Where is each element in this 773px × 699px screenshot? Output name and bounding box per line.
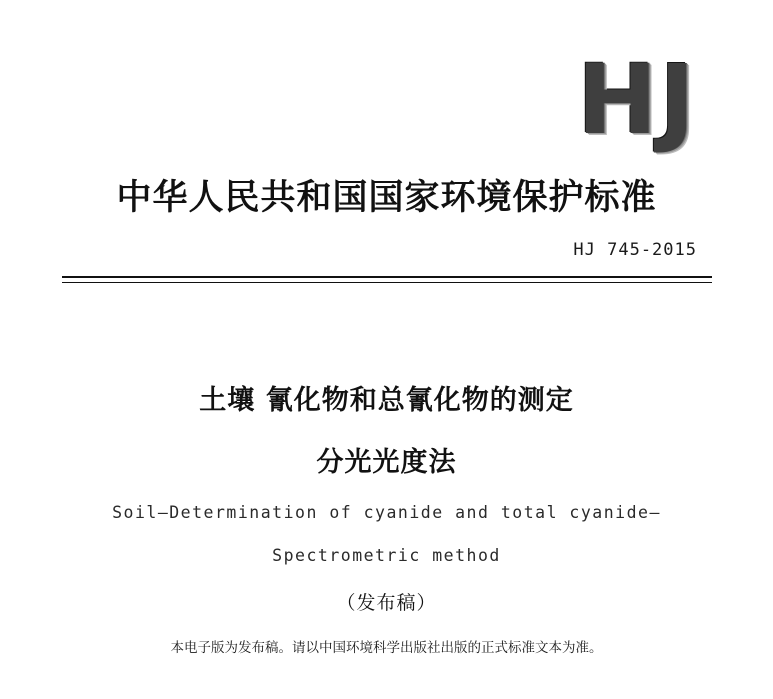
header-rule-thin [62,282,712,283]
release-tag: （发布稿） [336,592,437,614]
hj-logo-wrap [576,44,697,156]
document-title-en-line2: Spectrometric method [272,546,501,565]
header-rule-thick [62,276,712,278]
standard-number: HJ 745-2015 [573,240,697,260]
document-title-en-line1: Soil—Determination of cyanide and total cyanide— [112,503,661,522]
hj-logo: HJ [576,44,697,156]
footer-note: 本电子版为发布稿。请以中国环境科学出版社出版的正式标准文本为准。 [170,640,603,656]
document-title-cn-line2: 分光光度法 [316,447,457,478]
standard-title-cn: 中华人民共和国国家环境保护标准 [116,178,657,218]
document-title-cn-line1: 土壤 氰化物和总氰化物的测定 [199,385,574,416]
